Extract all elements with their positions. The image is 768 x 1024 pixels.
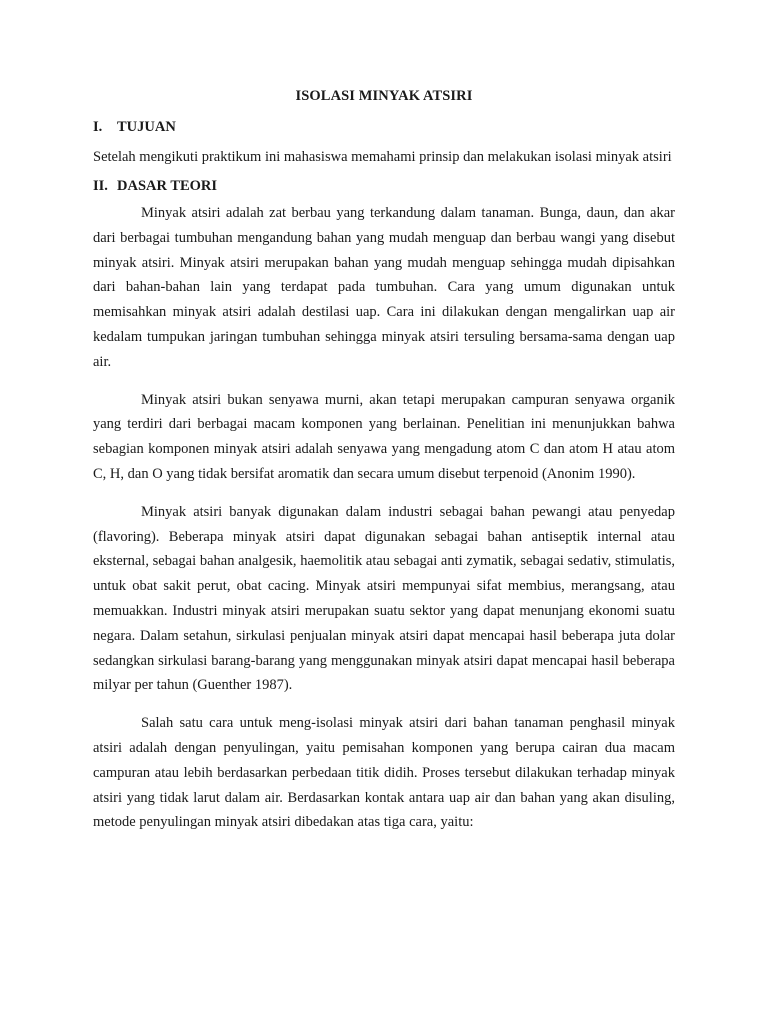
section-heading-tujuan	[93, 119, 675, 136]
tujuan-text: Setelah mengikuti praktikum ini mahasiswa memahami prinsip dan melakukan isolasi minyak atsiri	[93, 149, 672, 165]
section-title: TUJUAN	[117, 119, 176, 135]
paragraph: Minyak atsiri banyak digunakan dalam industri sebagai bahan pewangi atau penyedap (flavoring). Beberapa minyak atsiri dapat digunakan sebagai bahan antiseptik internal atau eksternal, sebagai bahan analgesik, haemolitik atau sebagai anti zymatik, sebagai sedativ, stimulatis, untuk obat sakit perut, obat cacing. Minyak atsiri mempunyai sifat membius, merangsang, atau memuakkan. Industri minyak atsiri merupakan suatu sektor yang dapat menunjang ekonomi suatu negara. Dalam setahun, sirkulasi penjualan minyak atsiri dapat mencapai hasil beberapa juta dolar sedangkan sirkulasi barang-barang yang menggunakan minyak atsiri dapat mencapai hasil beberapa milyar per tahun (Guenther 1987).	[93, 503, 675, 694]
section-number: I.	[93, 119, 103, 135]
document-title: ISOLASI MINYAK ATSIRI	[295, 88, 473, 104]
document-page	[93, 88, 675, 835]
section-title: DASAR TEORI	[117, 178, 218, 194]
paragraph: Minyak atsiri adalah zat berbau yang terkandung dalam tanaman. Bunga, daun, dan akar dari berbagai tumbuhan mengandung bahan yang mudah menguap dan berbau wangi yang disebut minyak atsiri. Minyak atsiri merupakan bahan yang mudah menguap sehingga mudah dipisahkan dari bahan-bahan lain yang terdapat pada tumbuhan. Cara yang umum digunakan untuk memisahkan minyak atsiri adalah destilasi uap. Cara ini dilakukan dengan mengalirkan uap air kedalam tumpukan jaringan tumbuhan sehingga minyak atsiri tersuling bersama-sama dengan uap air.	[93, 205, 675, 370]
section-number: II.	[93, 178, 108, 194]
paragraph: Minyak atsiri bukan senyawa murni, akan tetapi merupakan campuran senyawa organik yang terdiri dari berbagai macam komponen yang berlainan. Penelitian ini menunjukkan bahwa sebagian komponen minyak atsiri adalah senyawa yang mengadung atom C dan atom H atau atom C, H, dan O yang tidak bersifat aromatik dan secara umum disebut terpenoid (Anonim 1990).	[93, 391, 675, 482]
paragraph: Salah satu cara untuk meng-isolasi minyak atsiri dari bahan tanaman penghasil minyak atsiri adalah dengan penyulingan, yaitu pemisahan komponen yang berupa cairan dua macam campuran atau lebih berdasarkan perbedaan titik didih. Proses tersebut dilakukan terhadap minyak atsiri yang tidak larut dalam air. Berdasarkan kontak antara uap air dan bahan yang akan disuling, metode penyulingan minyak atsiri dibedakan atas tiga cara, yaitu:	[93, 715, 675, 831]
section-heading-dasar-teori	[93, 178, 675, 195]
